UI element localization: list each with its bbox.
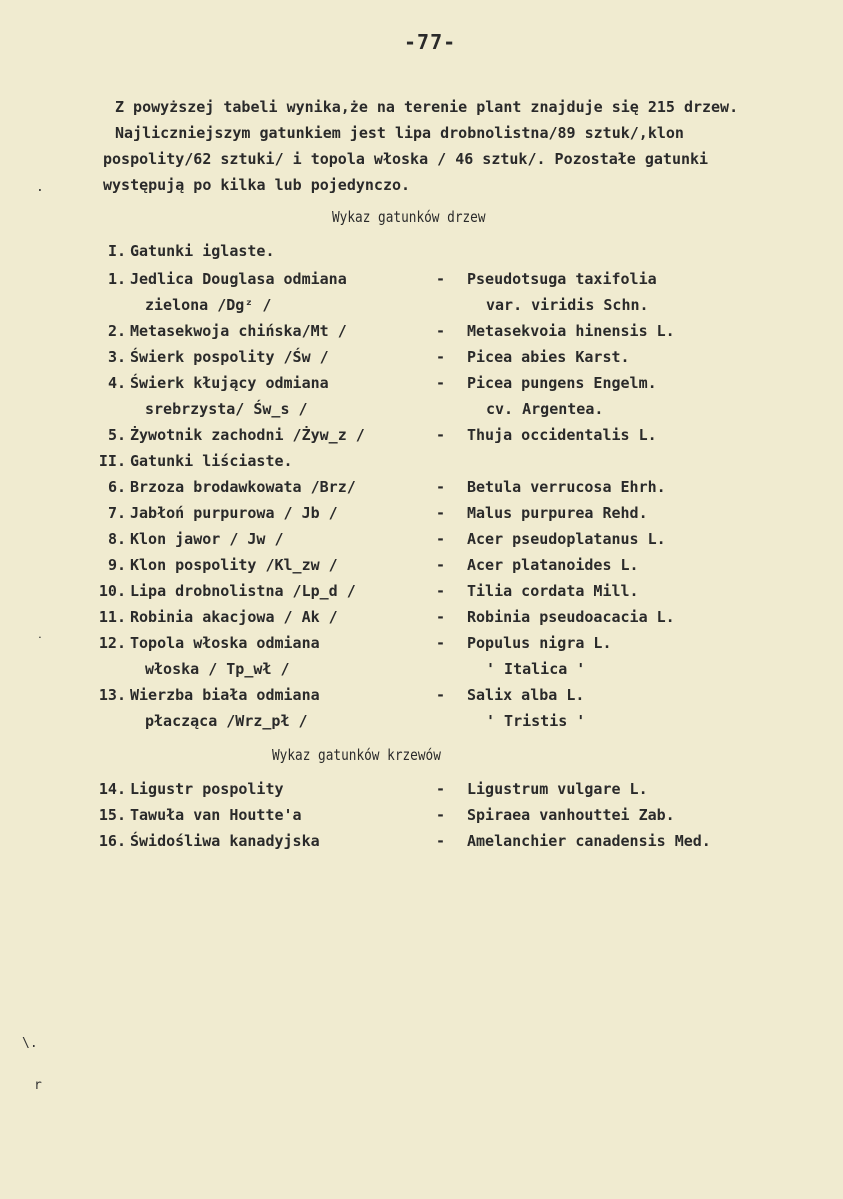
row-number: 9. bbox=[107, 556, 126, 574]
margin-mark: ˙ bbox=[36, 636, 44, 651]
latin-name: Salix alba L. bbox=[467, 686, 585, 704]
dash-separator: - bbox=[436, 348, 446, 366]
dash-separator: - bbox=[436, 806, 446, 824]
latin-name-continued: cv. Argentea. bbox=[486, 400, 604, 418]
dash-separator: - bbox=[436, 478, 446, 496]
polish-name: Gatunki iglaste. bbox=[130, 242, 275, 260]
polish-name: Lipa drobnolistna /Lp_d / bbox=[130, 582, 356, 600]
row-number: 14. bbox=[98, 780, 126, 798]
dash-separator: - bbox=[436, 686, 446, 704]
polish-name: Topola włoska odmiana bbox=[130, 634, 320, 652]
polish-name-continued: srebrzysta/ Św_s / bbox=[145, 400, 308, 418]
dash-separator: - bbox=[436, 322, 446, 340]
margin-mark: \. bbox=[22, 1036, 38, 1051]
dash-separator: - bbox=[436, 374, 446, 392]
row-number: I. bbox=[107, 242, 126, 260]
polish-name: Żywotnik zachodni /Żyw_z / bbox=[130, 426, 365, 444]
polish-name: Brzoza brodawkowata /Brz/ bbox=[130, 478, 356, 496]
latin-name: Tilia cordata Mill. bbox=[467, 582, 639, 600]
polish-name: Gatunki liściaste. bbox=[130, 452, 293, 470]
latin-name: Amelanchier canadensis Med. bbox=[467, 832, 711, 850]
latin-name: Acer pseudoplatanus L. bbox=[467, 530, 666, 548]
row-number: 6. bbox=[107, 478, 126, 496]
species-row bbox=[0, 804, 843, 830]
species-row bbox=[0, 268, 843, 320]
polish-name: Świerk kłujący odmiana bbox=[130, 374, 329, 392]
polish-name: Świdośliwa kanadyjska bbox=[130, 832, 320, 850]
dash-separator: - bbox=[436, 832, 446, 850]
dash-separator: - bbox=[436, 426, 446, 444]
row-number: II. bbox=[98, 452, 126, 470]
dash-separator: - bbox=[436, 530, 446, 548]
polish-name: Świerk pospolity /Św / bbox=[130, 348, 329, 366]
row-number: 12. bbox=[98, 634, 126, 652]
row-number: 1. bbox=[107, 270, 126, 288]
row-number: 4. bbox=[107, 374, 126, 392]
latin-name-continued: ' Tristis ' bbox=[486, 712, 586, 730]
dash-separator: - bbox=[436, 780, 446, 798]
row-number: 15. bbox=[98, 806, 126, 824]
latin-name-continued: ' Italica ' bbox=[486, 660, 586, 678]
polish-name-continued: włoska / Tp_wł / bbox=[145, 660, 290, 678]
page-number: -77- bbox=[404, 30, 457, 54]
polish-name: Klon pospolity /Kl_zw / bbox=[130, 556, 338, 574]
latin-name: Spiraea vanhouttei Zab. bbox=[467, 806, 675, 824]
latin-name: Pseudotsuga taxifolia bbox=[467, 270, 657, 288]
dash-separator: - bbox=[436, 556, 446, 574]
margin-mark: r bbox=[34, 1078, 42, 1093]
species-row bbox=[0, 830, 843, 856]
latin-name: Betula verrucosa Ehrh. bbox=[467, 478, 666, 496]
intro-line: Z powyższej tabeli wynika,że na terenie plant znajduje się 215 drzew. bbox=[115, 98, 739, 116]
polish-name: Ligustr pospolity bbox=[130, 780, 284, 798]
dash-separator: - bbox=[436, 270, 446, 288]
latin-name: Malus purpurea Rehd. bbox=[467, 504, 648, 522]
species-row bbox=[0, 632, 843, 684]
trees-heading: Wykaz gatunków drzew bbox=[332, 208, 486, 226]
polish-name: Metasekwoja chińska/Mt / bbox=[130, 322, 347, 340]
dash-separator: - bbox=[436, 608, 446, 626]
dash-separator: - bbox=[436, 634, 446, 652]
intro-paragraph bbox=[103, 94, 843, 198]
latin-name: Thuja occidentalis L. bbox=[467, 426, 657, 444]
polish-name: Wierzba biała odmiana bbox=[130, 686, 320, 704]
polish-name: Robinia akacjowa / Ak / bbox=[130, 608, 338, 626]
row-number: 2. bbox=[107, 322, 126, 340]
polish-name: Jedlica Douglasa odmiana bbox=[130, 270, 347, 288]
latin-name: Ligustrum vulgare L. bbox=[467, 780, 648, 798]
row-number: 10. bbox=[98, 582, 126, 600]
dash-separator: - bbox=[436, 582, 446, 600]
latin-name: Acer platanoides L. bbox=[467, 556, 639, 574]
shrubs-heading: Wykaz gatunków krzewów bbox=[272, 746, 441, 764]
species-row bbox=[0, 778, 843, 804]
row-number: 3. bbox=[107, 348, 126, 366]
latin-name: Picea abies Karst. bbox=[467, 348, 630, 366]
row-number: 11. bbox=[98, 608, 126, 626]
polish-name-continued: płacząca /Wrz_pł / bbox=[145, 712, 308, 730]
latin-name: Populus nigra L. bbox=[467, 634, 612, 652]
polish-name: Tawuła van Houtte'a bbox=[130, 806, 302, 824]
margin-mark: . bbox=[36, 180, 44, 195]
latin-name-continued: var. viridis Schn. bbox=[486, 296, 649, 314]
row-number: 16. bbox=[98, 832, 126, 850]
row-number: 5. bbox=[107, 426, 126, 444]
polish-name: Klon jawor / Jw / bbox=[130, 530, 284, 548]
latin-name: Robinia pseudoacacia L. bbox=[467, 608, 675, 626]
polish-name: Jabłoń purpurowa / Jb / bbox=[130, 504, 338, 522]
species-row bbox=[0, 372, 843, 424]
species-row bbox=[0, 684, 843, 736]
intro-line: pospolity/62 sztuki/ i topola włoska / 46 sztuk/. Pozostałe gatunki bbox=[103, 150, 709, 168]
polish-name-continued: zielona /Dgᶻ / bbox=[145, 296, 272, 314]
dash-separator: - bbox=[436, 504, 446, 522]
row-number: 7. bbox=[107, 504, 126, 522]
latin-name: Metasekvoia hinensis L. bbox=[467, 322, 675, 340]
intro-line: występują po kilka lub pojedynczo. bbox=[103, 176, 411, 194]
row-number: 13. bbox=[98, 686, 126, 704]
intro-line: Najliczniejszym gatunkiem jest lipa drobnolistna/89 sztuk/,klon bbox=[115, 124, 684, 142]
latin-name: Picea pungens Engelm. bbox=[467, 374, 657, 392]
row-number: 8. bbox=[107, 530, 126, 548]
